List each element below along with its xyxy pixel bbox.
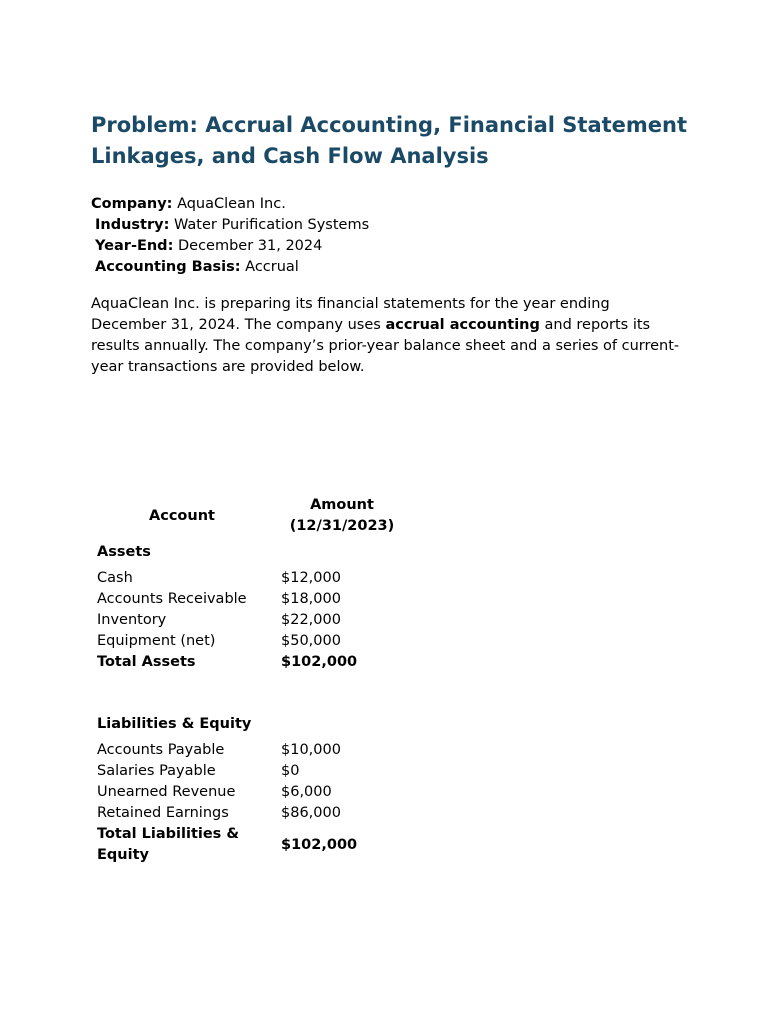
industry-row [91, 215, 691, 236]
table-row [97, 740, 427, 761]
liabilities-heading: Liabilities & Equity [97, 716, 252, 732]
column-header-amount [267, 495, 417, 537]
meta-value: Accrual [245, 259, 299, 275]
year-end-row [91, 236, 691, 257]
table-row [97, 610, 427, 631]
page-title: Problem: Accrual Accounting, Financial Statement Linkages, and Cash Flow Analysis [91, 113, 688, 168]
column-header-account: Account [149, 507, 215, 524]
meta-label: Year-End: [95, 238, 174, 254]
meta-value: December 31, 2024 [177, 238, 323, 254]
table-row [97, 803, 427, 824]
section-spacer [97, 673, 427, 710]
row-label [97, 824, 281, 866]
company-info [91, 194, 691, 278]
meta-label: Industry: [95, 217, 170, 233]
document-page [91, 110, 691, 393]
intro-text: AquaClean Inc. is preparing its financial statements for the year ending December 31, 2024. The company uses [91, 296, 610, 333]
row-value: $22,000 [281, 612, 341, 628]
intro-text: and reports its results annually. The company’s prior-year balance sheet and a series of current-year transactions are provided below. [91, 317, 680, 375]
row-label: Total Assets [97, 654, 196, 670]
row-value: $102,000 [281, 654, 358, 670]
table-row [97, 568, 427, 589]
table-row [97, 589, 427, 610]
row-value: $102,000 [281, 836, 358, 853]
row-label: Inventory [97, 612, 167, 628]
table-row [97, 761, 427, 782]
row-label: Accounts Receivable [97, 591, 247, 607]
row-label-line2: Equity [97, 847, 149, 863]
column-header-amount-line2: (12/31/2023) [289, 518, 395, 534]
table-row [97, 631, 427, 652]
total-liabilities-row [97, 824, 427, 866]
company-row [91, 194, 691, 215]
row-label: Retained Earnings [97, 805, 229, 821]
meta-label: Accounting Basis: [95, 259, 241, 275]
table-header [97, 494, 427, 538]
accounting-basis-row [91, 257, 691, 278]
row-label: Unearned Revenue [97, 784, 236, 800]
meta-value: AquaClean Inc. [177, 196, 286, 212]
meta-label: Company: [91, 196, 173, 212]
row-label: Equipment (net) [97, 633, 216, 649]
row-value: $12,000 [281, 570, 341, 586]
row-value: $0 [281, 763, 300, 779]
row-value: $86,000 [281, 805, 341, 821]
row-label: Cash [97, 570, 133, 586]
table-row [97, 782, 427, 803]
row-label: Salaries Payable [97, 763, 216, 779]
intro-bold: accrual accounting [385, 317, 540, 333]
column-header-amount-line1: Amount [310, 497, 374, 513]
row-value: $50,000 [281, 633, 341, 649]
assets-heading: Assets [97, 544, 151, 560]
balance-sheet-table [97, 494, 427, 866]
intro-paragraph [91, 294, 681, 378]
meta-value: Water Purification Systems [174, 217, 370, 233]
row-value: $6,000 [281, 784, 332, 800]
row-value: $18,000 [281, 591, 341, 607]
total-assets-row [97, 652, 427, 673]
row-label-line1: Total Liabilities & [97, 826, 240, 842]
row-label: Accounts Payable [97, 742, 225, 758]
row-value: $10,000 [281, 742, 341, 758]
